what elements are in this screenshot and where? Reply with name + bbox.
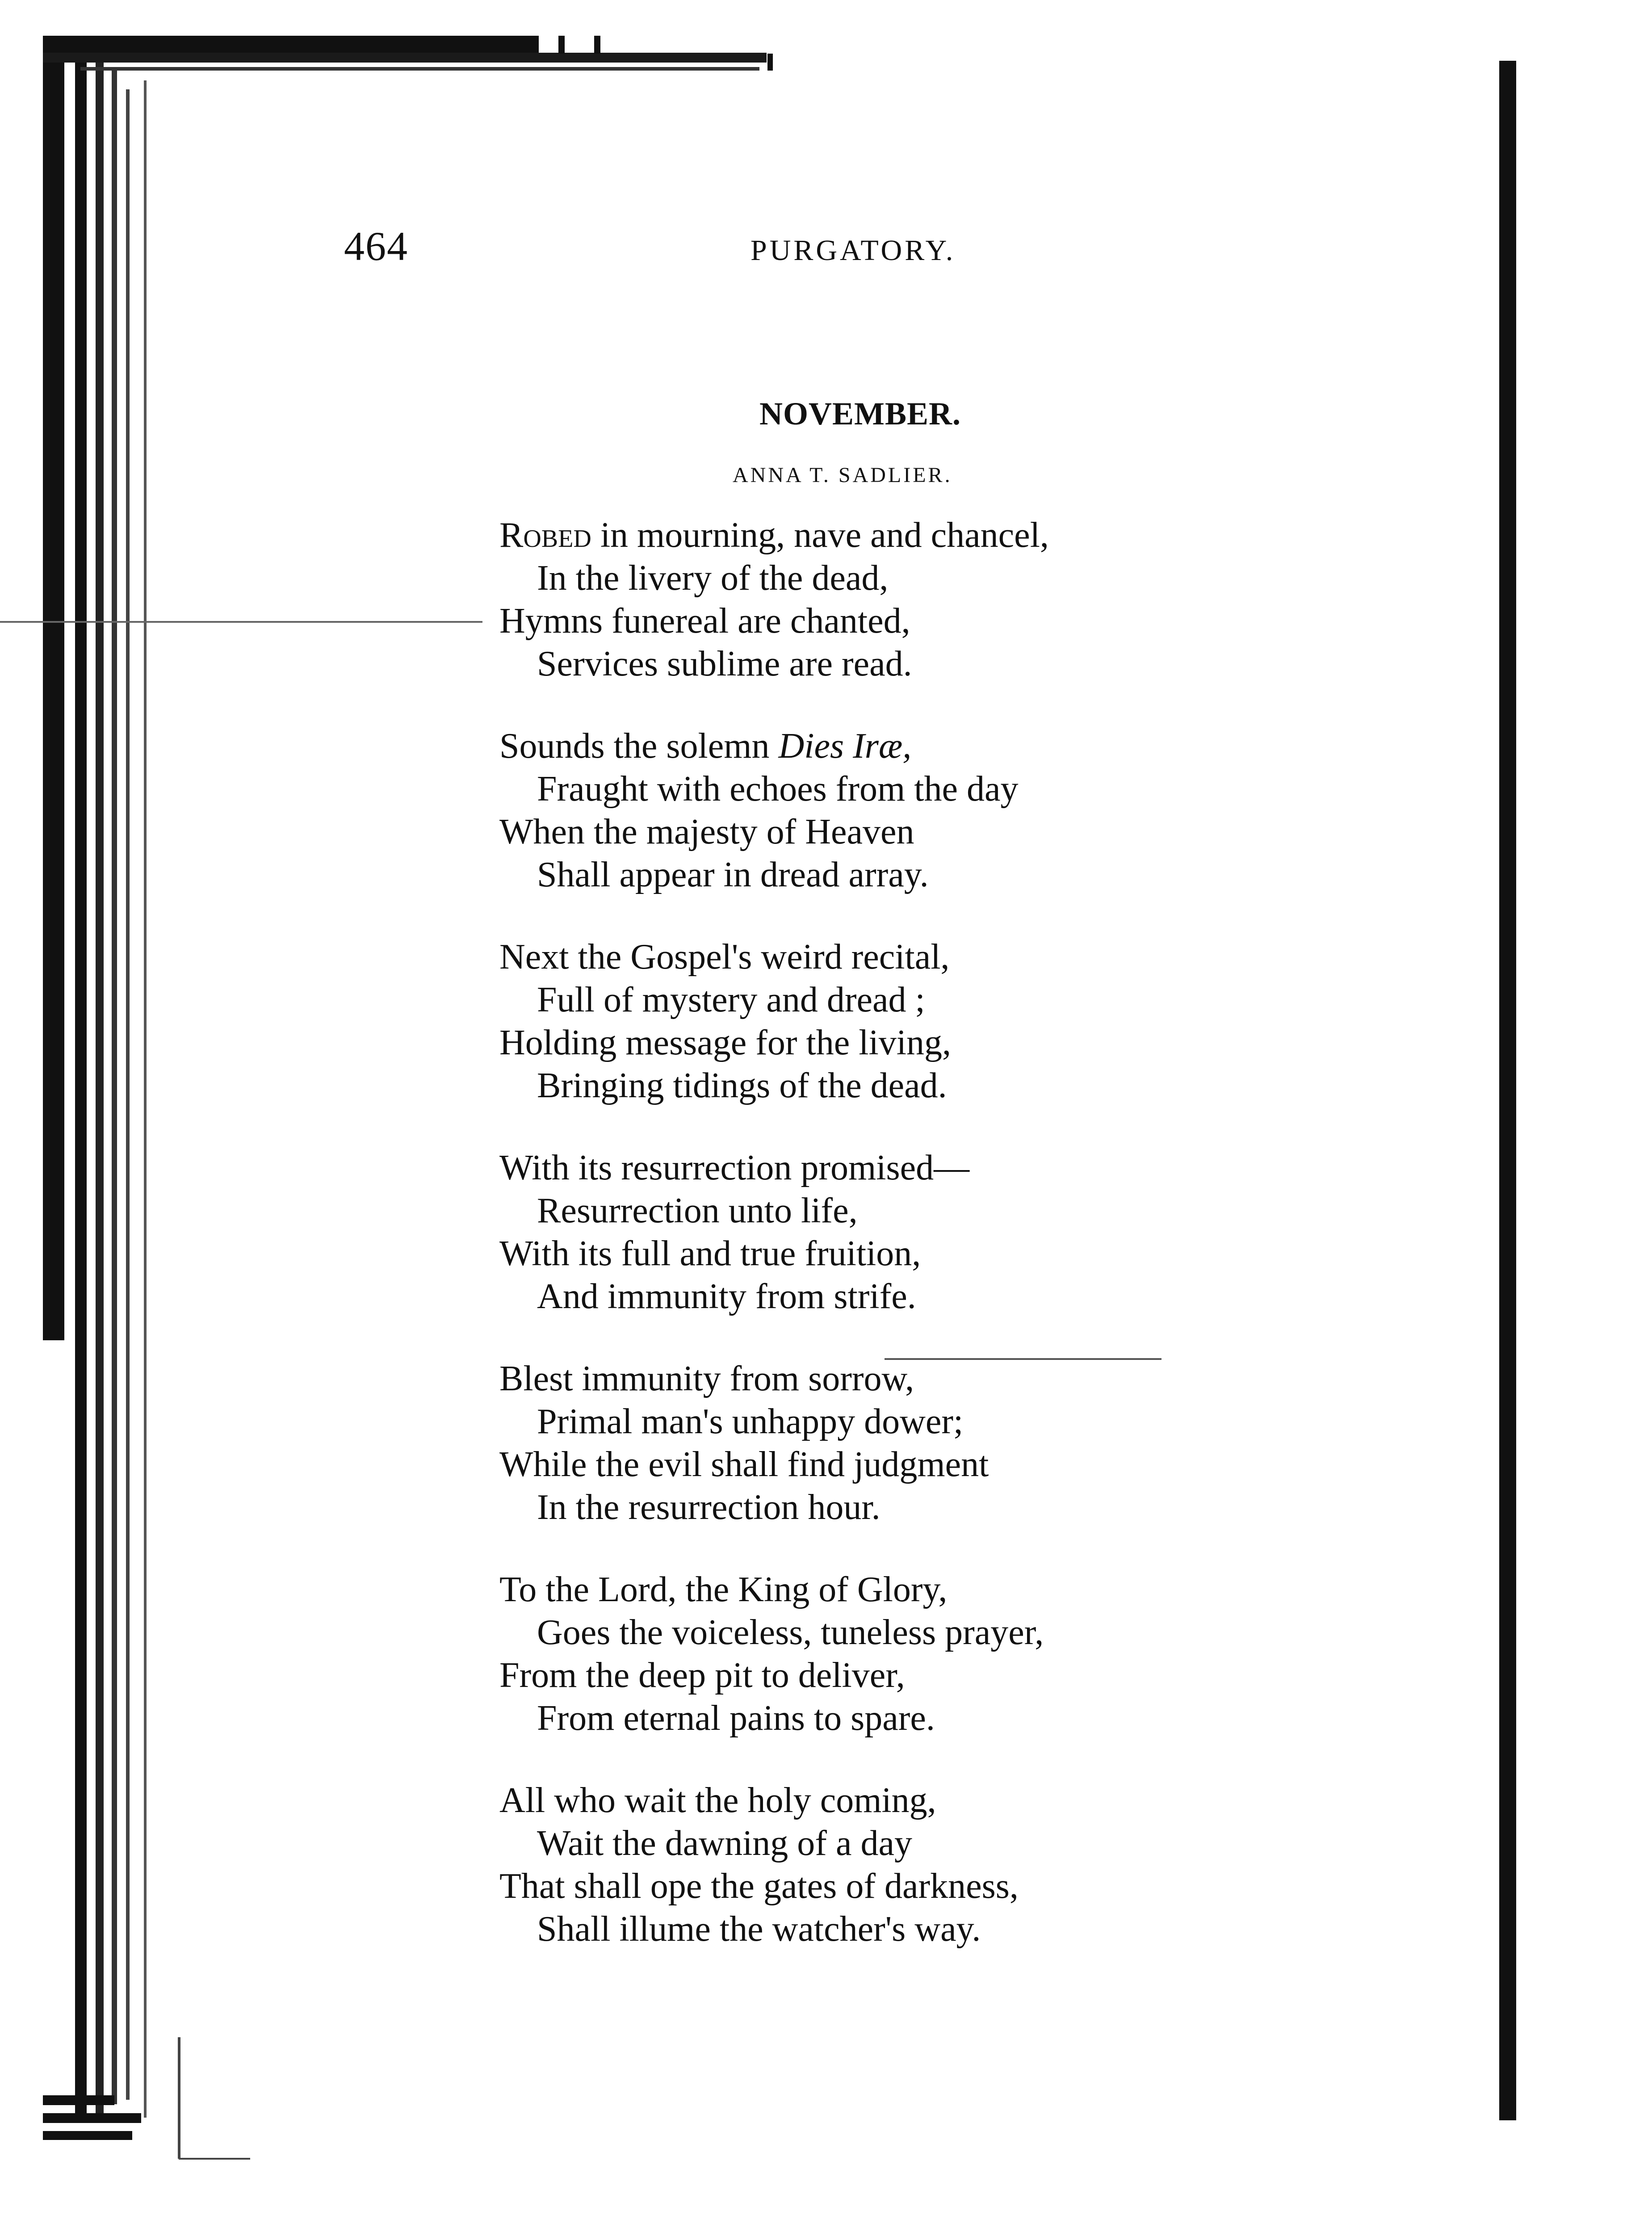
stanza <box>499 1568 1348 1740</box>
poem-line: All who wait the holy coming, <box>499 1781 936 1820</box>
running-head: PURGATORY. <box>751 234 956 267</box>
scan-rule <box>0 621 482 623</box>
poem-line: From eternal pains to spare. <box>537 1699 935 1738</box>
scan-border-bottom <box>43 2131 132 2140</box>
line-text: Sounds the solemn <box>499 726 779 766</box>
scan-border-left <box>126 89 130 2100</box>
scan-border-left <box>43 36 64 1340</box>
scan-border-left <box>75 40 87 2122</box>
scan-border-top <box>43 53 767 63</box>
stanza <box>499 725 1348 896</box>
poem-line: That shall ope the gates of darkness, <box>499 1867 1019 1906</box>
poem-line: Hymns funereal are chanted, <box>499 601 910 641</box>
poem-line: Blest immunity from sorrow, <box>499 1359 914 1398</box>
poem-line: Shall illume the watcher's way. <box>537 1909 981 1949</box>
poem-line: Primal man's unhappy dower; <box>537 1402 964 1441</box>
scan-border-bottom <box>43 2113 141 2123</box>
page-number: 464 <box>344 223 408 269</box>
scan-rule <box>179 2158 250 2160</box>
poem-line: When the majesty of Heaven <box>499 812 914 852</box>
scan-border-left <box>144 80 147 2118</box>
scan-border-left <box>96 54 104 2118</box>
poem-line: To the Lord, the King of Glory, <box>499 1570 948 1609</box>
line-rest: in mourning, nave and chancel, <box>591 516 1049 555</box>
poem-title: NOVEMBER. <box>759 396 961 432</box>
stanza <box>499 1146 1348 1318</box>
poem-line: In the livery of the dead, <box>537 558 889 598</box>
stanza <box>499 514 1348 685</box>
stanza <box>499 936 1348 1107</box>
poem-line: Services sublime are read. <box>537 644 912 684</box>
poem-line <box>499 725 1348 768</box>
poem-line: Full of mystery and dread ; <box>537 980 925 1020</box>
poem-line: In the resurrection hour. <box>537 1488 881 1527</box>
scan-rule <box>178 2037 180 2159</box>
scan-border-top <box>594 36 600 54</box>
poem-line: Shall appear in dread array. <box>537 855 929 894</box>
poem-line: Goes the voiceless, tuneless prayer, <box>537 1613 1044 1652</box>
first-word: Robed <box>499 516 591 555</box>
latin-phrase: Dies Iræ, <box>778 726 912 766</box>
poem-line: Next the Gospel's weird recital, <box>499 937 950 977</box>
poem-line: With its resurrection promised— <box>499 1148 970 1187</box>
poem-body <box>499 514 1348 1990</box>
poem-line: From the deep pit to deliver, <box>499 1656 905 1695</box>
poem-line: Wait the dawning of a day <box>537 1824 912 1863</box>
poem-line: With its full and true fruition, <box>499 1234 921 1273</box>
poem-line: While the evil shall find judgment <box>499 1445 989 1484</box>
scan-border-top <box>43 36 539 54</box>
scan-border-top <box>80 67 759 71</box>
poem-line: Resurrection unto life, <box>537 1191 858 1230</box>
stanza <box>499 1779 1348 1951</box>
scan-border-bottom <box>43 2095 114 2105</box>
scan-border-left <box>112 67 117 2104</box>
poem-author: ANNA T. SADLIER. <box>733 463 952 487</box>
poem-line: Bringing tidings of the dead. <box>537 1066 947 1105</box>
poem-line: Fraught with echoes from the day <box>537 769 1019 809</box>
poem-line: And immunity from strife. <box>537 1277 916 1316</box>
scan-border-right <box>1499 61 1516 2120</box>
scan-border-top <box>767 54 773 71</box>
poem-line <box>499 514 1348 557</box>
poem-line: Holding message for the living, <box>499 1023 951 1062</box>
stanza <box>499 1357 1348 1529</box>
scan-border-top <box>558 36 565 54</box>
